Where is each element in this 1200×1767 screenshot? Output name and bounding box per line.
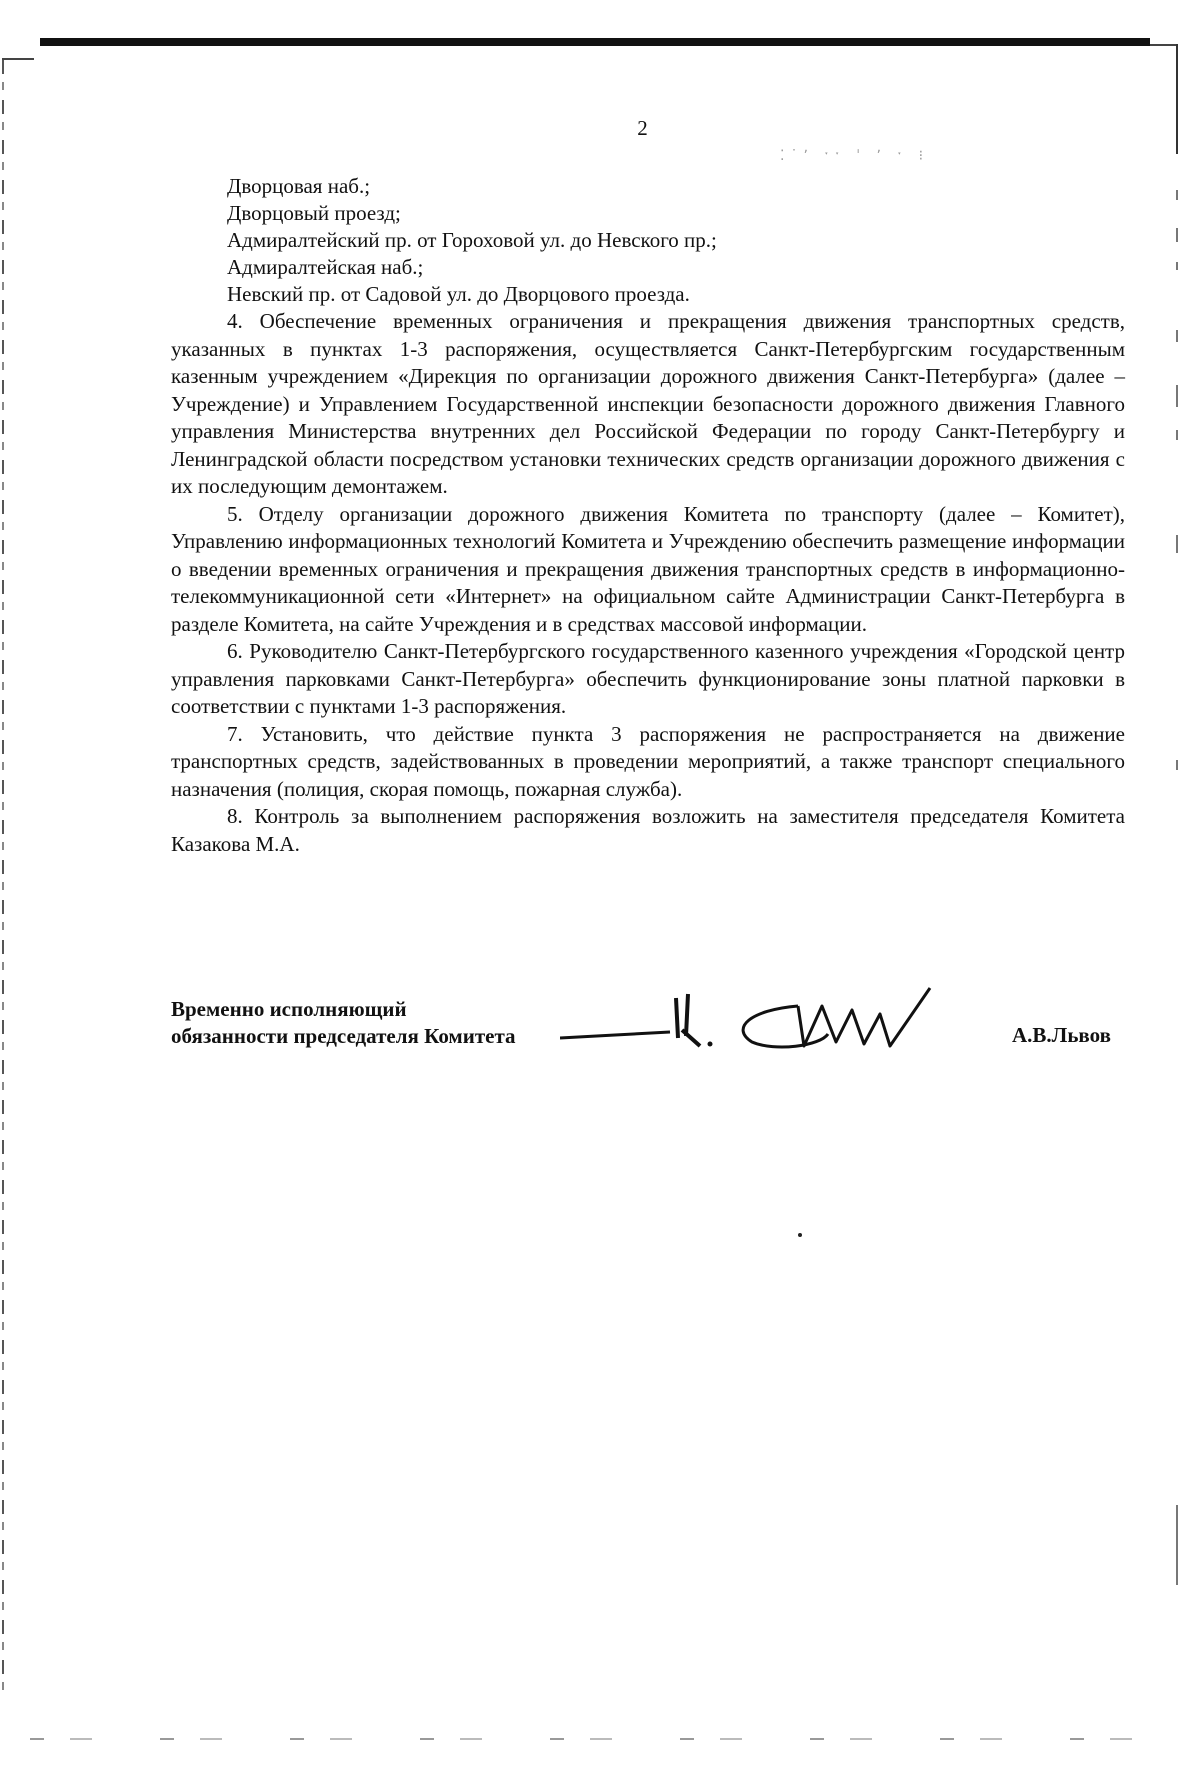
signatory-title-line1: Временно исполняющий — [171, 997, 407, 1021]
scan-frame-corner-left — [2, 58, 34, 60]
paragraph-8: 8. Контроль за выполнением распоряжения возложить на заместителя председателя Комитета Казакова М.А. — [171, 804, 1125, 856]
scan-frame-corner-right — [1150, 44, 1178, 46]
address-line: Дворцовый проезд; — [227, 201, 401, 225]
address-line: Дворцовая наб.; — [227, 174, 371, 198]
paragraph-4: 4. Обеспечение временных ограничения и прекращения движения транспортных средств, указанных в пунктах 1-3 распоряжения, осуществляется Санкт-Петербургским государственным казенным учреждением «Дирекция по организации дорожного движения Санкт-Петербурга» (далее – Учреждение) и Управлением Государственной инспекции безопасности дорожного движения Главного управления Министерства внутренних дел Российской Федерации по городу Санкт-Петербургу и Ленинградской области посредством установки технических средств организации дорожного движения с их последующим демонтажем. — [171, 309, 1125, 498]
handwritten-signature — [560, 980, 1000, 1070]
signatory-title — [171, 996, 516, 1050]
address-line: Невский пр. от Садовой ул. до Дворцового проезда. — [227, 282, 690, 306]
document-body — [171, 308, 1125, 858]
address-line: Адмиралтейская наб.; — [227, 255, 424, 279]
page-number: 2 — [637, 116, 648, 140]
paragraph-6: 6. Руководителю Санкт-Петербургского государственного казенного учреждения «Городской центр управления парковками Санкт-Петербурга» обеспечить функционирование зоны платной парковки в соответствии с пунктами 1-3 распоряжения. — [171, 639, 1125, 718]
scan-top-border — [40, 38, 1150, 46]
signatory-name: А.В.Львов — [1012, 1023, 1111, 1047]
paragraph-7: 7. Установить, что действие пункта 3 распоряжения не распространяется на движение транспортных средств, задействованных в проведении мероприятий, а также транспорт специального назначения (полиция, скорая помощь, пожарная служба). — [171, 721, 1125, 801]
signatory-title-line2: обязанности председателя Комитета — [171, 1024, 516, 1048]
address-line: Адмиралтейский пр. от Гороховой ул. до Невского пр.; — [227, 228, 717, 252]
scan-bottom-edge — [0, 1738, 1200, 1740]
scan-frame-left-edge — [2, 60, 4, 1700]
paragraph-5: 5. Отделу организации дорожного движения Комитета по транспорту (далее – Комитет), Управлению информационных технологий Комитета и Учреждению обеспечить размещение информации о введении временных ограничения и прекращения движения транспортных средств в информационно-телекоммуникационной сети «Интернет» на официальном сайте Администрации Санкт-Петербурга в разделе Комитета, на сайте Учреждения и в средствах массовой информации. — [171, 501, 1125, 636]
scan-dot — [798, 1233, 802, 1237]
scan-noise-marks: ⁚˙ʼ ˑˑ ˈ ʼ ˑ ⁝ — [780, 148, 930, 164]
